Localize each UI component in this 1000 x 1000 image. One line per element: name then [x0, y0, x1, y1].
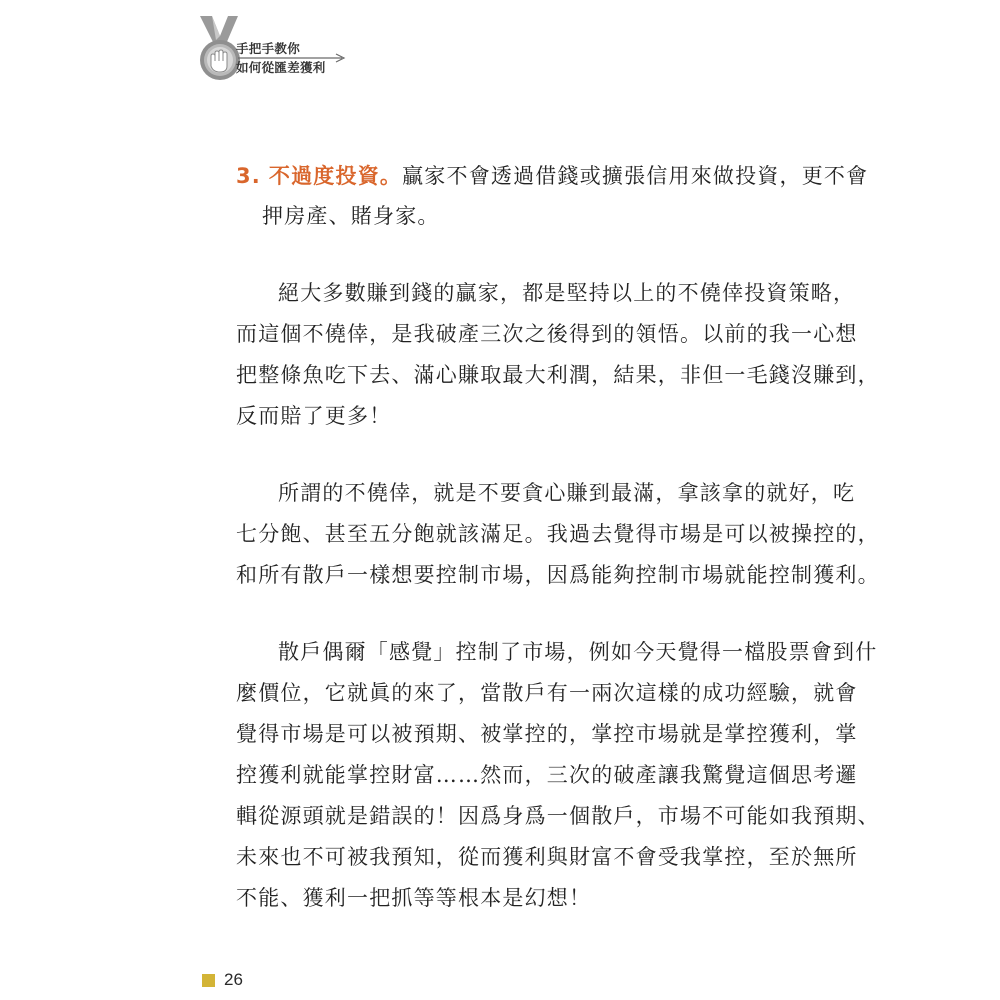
paragraph-line: 七分飽、甚至五分飽就該滿足。我過去覺得市場是可以被操控的，: [236, 522, 880, 546]
page-body: [236, 155, 880, 919]
point-number: 3.: [236, 164, 261, 188]
page-number: 26: [224, 970, 243, 989]
point-second-line: 押房產、賭身家。: [262, 204, 440, 228]
point-first-line: [236, 155, 869, 196]
paragraph: [236, 473, 880, 596]
page-footer: [202, 969, 243, 991]
paragraph-line: 和所有散戶一樣想要控制市場，因爲能夠控制市場就能控制獲利。: [236, 563, 880, 587]
paragraph-line: 麼價位，它就眞的來了，當散戶有一兩次這樣的成功經驗，就會: [236, 681, 858, 705]
paragraph-line: 反而賠了更多！: [236, 404, 392, 428]
point-text: 贏家不會透過借錢或擴張信用來做投資，更不會: [402, 164, 869, 188]
paragraph-line: 把整條魚吃下去、滿心賺取最大利潤，結果，非但一毛錢沒賺到，: [236, 363, 880, 387]
book-title: [236, 39, 326, 77]
paragraph-line: 而這個不僥倖，是我破產三次之後得到的領悟。以前的我一心想: [236, 322, 858, 346]
paragraph-line: 散戶偶爾「感覺」控制了市場，例如今天覺得一檔股票會到什: [278, 640, 878, 664]
paragraph-line: 絕大多數賺到錢的贏家，都是堅持以上的不僥倖投資策略，: [278, 281, 856, 305]
paragraph-line: 覺得市場是可以被預期、被掌控的，掌控市場就是掌控獲利，掌: [236, 722, 858, 746]
paragraph-line: 不能、獲利一把抓等等根本是幻想！: [236, 886, 592, 910]
paragraph: [236, 273, 880, 437]
paragraph: [236, 632, 880, 919]
numbered-point: [236, 155, 869, 237]
paragraph-line: 輯從源頭就是錯誤的！因爲身爲一個散戶，市場不可能如我預期、: [236, 804, 880, 828]
paragraph-line: 未來也不可被我預知，從而獲利與財富不會受我掌控，至於無所: [236, 845, 858, 869]
folio-marker-icon: [202, 974, 215, 987]
book-title-line-1: 手把手教你: [236, 41, 301, 56]
paragraph-line: 所謂的不僥倖，就是不要貪心賺到最滿，拿該拿的就好，吃: [278, 481, 856, 505]
running-header: [196, 14, 366, 84]
book-title-line-2: 如何從匯差獲利: [236, 60, 326, 75]
point-heading: 不過度投資。: [268, 163, 403, 188]
paragraph-line: 控獲利就能掌控財富……然而，三次的破產讓我驚覺這個思考邏: [236, 763, 858, 787]
